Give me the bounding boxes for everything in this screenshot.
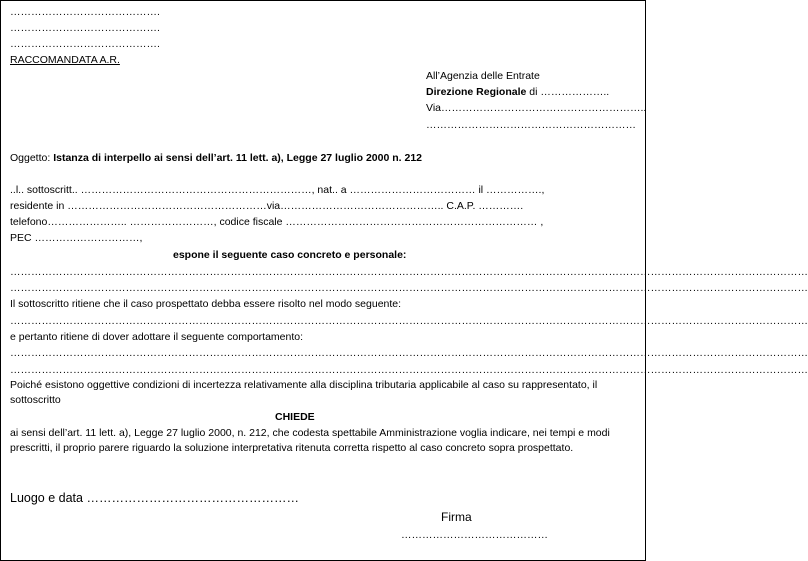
subject-label: Oggetto: — [10, 152, 51, 164]
signature-line: …………………………………… — [401, 529, 548, 541]
identity-line-3: telefono………………….. ……………………, codice fiscale ……………………………………………………………… , — [10, 216, 544, 228]
dot-line: ………………………………………………………………………………………………………………………………………………………………………………………………………… — [10, 347, 808, 359]
sender-line-1: ……………………………………. — [10, 6, 160, 18]
request-text: ai sensi dell’art. 11 lett. a), Legge 27 luglio 2000, n. 212, che codesta spettabile Amministrazione voglia indicare, nei tempi e modi prescritti, il proprio parere riguardo la soluzione interpretativa ritenuta corretta rispetto al caso concreto sopra prospettato. — [10, 427, 610, 454]
identity-line-2: residente in …………………………………………………via……………………………………….. C.A.P. …………. — [10, 200, 524, 212]
behaviour-text: e pertanto ritiene di dover adottare il seguente comportamento: — [10, 331, 304, 343]
recipient-direction — [426, 85, 609, 99]
identity-line-1: ..l.. sottoscritt.. …………………………………………………………, nat.. a ……………………………… il ……………., — [10, 184, 545, 196]
recipient-via: Via………………………………………………….. — [426, 102, 647, 114]
subject-line — [10, 151, 422, 165]
identity-line-4: PEC …………………………, — [10, 232, 143, 244]
recipient-extra: …………………………………………………… — [426, 119, 636, 131]
sender-line-3: ……………………………………. — [10, 38, 160, 50]
subject-text: Istanza di interpello ai sensi dell’art. 11 lett. a), Legge 27 luglio 2000 n. 212 — [53, 152, 423, 164]
dot-line: ………………………………………………………………………………………………………………………………………………………………………………………………………… — [10, 282, 808, 294]
sender-line-2: ……………………………………. — [10, 22, 160, 34]
signature-label: Firma — [441, 510, 472, 524]
direction-suffix: di ……………….. — [529, 86, 610, 98]
recipient-line-1: All’Agenzia delle Entrate — [426, 70, 540, 82]
dot-line: ………………………………………………………………………………………………………………………………………………………………………………………………………… — [10, 364, 808, 376]
resolution-text: Il sottoscritto ritiene che il caso prospettato debba essere risolto nel modo seguente: — [10, 298, 402, 310]
request-heading: CHIEDE — [275, 411, 315, 423]
place-date: Luogo e data …………………………………………… — [10, 491, 299, 505]
dot-line: ………………………………………………………………………………………………………………………………………………………………………………………………………… — [10, 315, 808, 327]
uncertainty-text: Poiché esistono oggettive condizioni di incertezza relativamente alla disciplina tributaria applicabile al caso su rappresentato, il sottoscritto — [10, 379, 598, 406]
direction-label: Direzione Regionale — [426, 86, 527, 98]
case-heading: espone il seguente caso concreto e personale: — [173, 249, 407, 261]
dot-line: ………………………………………………………………………………………………………………………………………………………………………………………………………… — [10, 266, 808, 278]
delivery-method: RACCOMANDATA A.R. — [10, 54, 120, 66]
